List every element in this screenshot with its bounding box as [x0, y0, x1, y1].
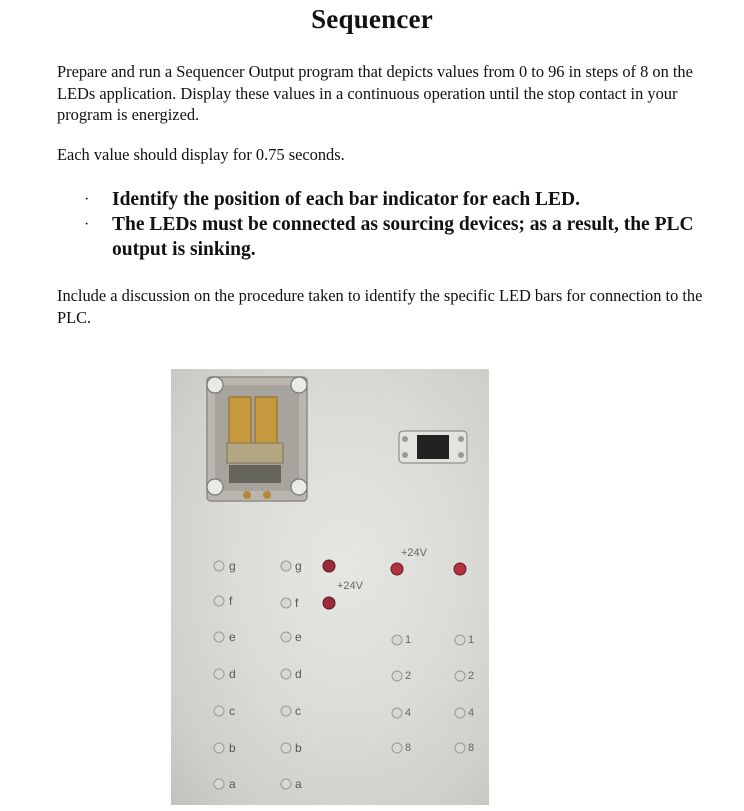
voltage-label-top: +24V	[401, 547, 427, 559]
middle-label-d: d	[295, 667, 302, 681]
far-right-label-4: 4	[468, 707, 475, 719]
voltage-label-mid: +24V	[337, 580, 363, 592]
left-label-a: a	[229, 777, 236, 791]
middle-label-g: g	[295, 559, 302, 573]
requirement-item: · Identify the position of each bar indicator for each LED.	[84, 189, 581, 210]
far-right-label-8: 8	[468, 742, 475, 754]
led-board-illustration	[171, 369, 489, 805]
left-socket-column	[214, 561, 224, 789]
far-right-label-2: 2	[468, 670, 475, 682]
left-label-b: b	[229, 741, 236, 755]
left-label-d: d	[229, 667, 236, 681]
display-module	[399, 431, 467, 463]
page-title: Sequencer	[311, 4, 433, 34]
requirement-text: Identify the position of each bar indicator for each LED.	[112, 189, 581, 210]
right-socket-columns	[392, 635, 465, 753]
relay-module	[207, 377, 307, 501]
right-label-8: 8	[405, 742, 412, 754]
module-label: 2, L	[343, 450, 355, 457]
right-label-2: 2	[405, 670, 412, 682]
right-label-1: 1	[405, 634, 412, 646]
middle-label-b: b	[295, 741, 302, 755]
middle-label-f: f	[295, 596, 299, 610]
left-label-f: f	[229, 594, 233, 608]
requirement-item: · The LEDs must be connected as sourcing devices; as a result, the PLC output is sinking.	[84, 214, 694, 260]
left-label-g: g	[229, 559, 236, 573]
led-board-photo	[171, 369, 489, 805]
middle-label-c: c	[295, 704, 301, 718]
left-label-c: c	[229, 704, 235, 718]
middle-label-e: e	[295, 630, 302, 644]
middle-label-a: a	[295, 777, 302, 791]
right-label-4: 4	[405, 707, 412, 719]
discussion-paragraph: Include a discussion on the procedure taken to identify the specific LED bars for connection to the PLC.	[57, 286, 703, 327]
middle-socket-column	[281, 561, 291, 789]
timing-paragraph: Each value should display for 0.75 seconds.	[57, 145, 345, 164]
requirements-list	[57, 187, 717, 262]
intro-paragraph: Prepare and run a Sequencer Output program that depicts values from 0 to 96 in steps of 8 on the LEDs application. Display these values in a continuous operation until the stop contact in your program is energized.	[57, 62, 693, 124]
far-right-label-1: 1	[468, 634, 475, 646]
requirement-text: The LEDs must be connected as sourcing devices; as a result, the PLC output is sinking.	[112, 214, 694, 260]
left-label-e: e	[229, 630, 236, 644]
